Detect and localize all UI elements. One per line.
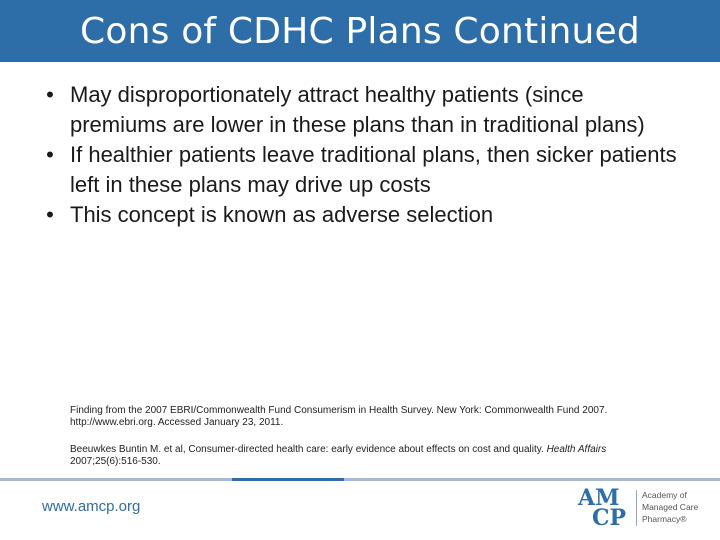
logo-line: Pharmacy® [642,514,687,524]
footer-divider [344,478,720,481]
logo-line: Academy of [642,490,687,500]
logo-mark-bottom: CP [592,505,627,531]
reference-text: 2007;25(6):516-530. [70,456,161,467]
bullet-list [40,80,680,230]
amcp-logo-mark [578,486,634,530]
reference-item [70,405,680,429]
logo-separator [636,490,637,526]
references [70,405,680,468]
bullet-text: If healthier patients leave traditional plans, then sicker patients left in these plans may drive up costs [70,142,677,197]
footer-url: www.amcp.org [42,498,141,515]
title-bar [0,0,720,62]
bullet-icon: • [46,82,54,107]
footer-divider [0,478,232,481]
footer-divider-accent [232,478,344,481]
logo-mark-top: AM [578,485,620,511]
logo-line: Managed Care [642,502,699,512]
bullet-text: May disproportionately attract healthy patients (since premiums are lower in these plans than in traditional plans) [70,82,645,137]
amcp-logo [578,486,713,530]
reference-text: Finding from the 2007 EBRI/Commonwealth Fund Consumerism in Health Survey. New York: Commonwealth Fund 2007. http://www.ebri.org. Accessed January 23, 2011. [70,405,608,428]
bullet-item [40,140,680,200]
reference-item [70,444,680,468]
reference-text: Beeuwkes Buntin M. et al, Consumer-directed health care: early evidence about effects on cost and quality. [70,444,547,455]
slide-title: Cons of CDHC Plans Continued [80,10,640,52]
reference-journal: Health Affairs [546,444,607,455]
bullet-icon: • [46,202,54,227]
bullet-text: This concept is known as adverse selection [70,202,494,227]
logo-wordmark [642,489,713,525]
bullet-icon: • [46,142,54,167]
bullet-item [40,80,680,140]
bullet-item [40,200,680,230]
